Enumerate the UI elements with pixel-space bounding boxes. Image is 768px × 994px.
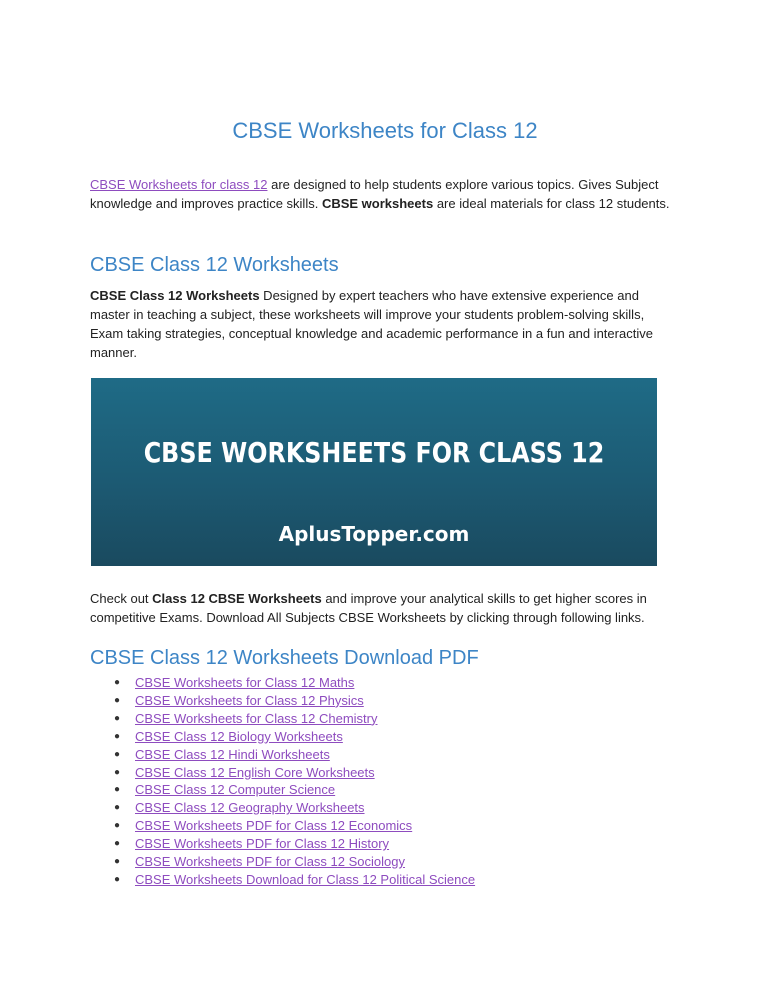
bullet-icon: ● — [114, 748, 121, 760]
bullet-icon: ● — [114, 730, 121, 742]
list-item — [90, 817, 475, 835]
list-item — [90, 764, 475, 782]
bullet-icon: ● — [114, 820, 121, 832]
subject-link[interactable]: CBSE Class 12 Biology Worksheets — [135, 728, 343, 744]
checkout-paragraph — [90, 589, 680, 627]
subject-link[interactable]: CBSE Worksheets PDF for Class 12 History — [135, 836, 390, 852]
banner-image — [91, 378, 657, 566]
section1-paragraph — [90, 286, 680, 362]
intro-bold: CBSE worksheets — [321, 196, 434, 211]
page-title: CBSE Worksheets for Class 12 — [232, 118, 538, 143]
subject-link[interactable]: CBSE Worksheets Download for Class 12 Political Science — [135, 871, 476, 887]
list-item — [90, 728, 475, 746]
bullet-icon: ● — [114, 802, 121, 814]
subject-link[interactable]: CBSE Worksheets PDF for Class 12 Economics — [135, 818, 413, 834]
list-item — [90, 674, 475, 692]
subject-link[interactable]: CBSE Class 12 English Core Worksheets — [135, 764, 375, 780]
subject-link[interactable]: CBSE Worksheets for Class 12 Chemistry — [135, 710, 378, 726]
subject-link[interactable]: CBSE Class 12 Hindi Worksheets — [135, 746, 330, 762]
banner-title: CBSE WORKSHEETS FOR CLASS 12 — [143, 436, 605, 469]
checkout-text-1: Check out — [90, 591, 153, 606]
list-item — [90, 781, 475, 799]
bullet-icon: ● — [114, 766, 121, 778]
bullet-icon: ● — [114, 873, 121, 885]
list-item — [90, 871, 475, 889]
section1-text: Designed by expert teachers who have extensive experience and master in teaching a subject, these worksheets will improve your students problem-solving skills, Exam taking strategies, conceptual knowledge and academic performance in a fun and interactive manner. — [90, 288, 653, 360]
subject-link[interactable]: CBSE Class 12 Computer Science — [135, 782, 336, 798]
checkout-text-2: and improve your analytical skills to get higher scores in competitive Exams. Download All Subjects CBSE Worksheets by clicking through following links. — [90, 591, 647, 625]
checkout-bold: Class 12 CBSE Worksheets — [152, 591, 322, 606]
bullet-icon: ● — [114, 838, 121, 850]
bullet-icon: ● — [114, 677, 121, 688]
bullet-icon: ● — [114, 856, 121, 868]
intro-text-2: are ideal materials for class 12 students. — [433, 196, 670, 211]
bullet-icon: ● — [114, 712, 121, 724]
list-item — [90, 853, 475, 871]
intro-paragraph — [90, 175, 680, 213]
bullet-icon: ● — [114, 694, 121, 706]
intro-text-1: are designed to help students explore various topics. Gives Subject knowledge and improves practice skills. — [90, 177, 659, 211]
subject-link[interactable]: CBSE Worksheets for Class 12 Maths — [135, 675, 355, 690]
bullet-icon: ● — [114, 784, 121, 796]
section1-bold: CBSE Class 12 Worksheets — [90, 288, 260, 303]
section-heading-worksheets: CBSE Class 12 Worksheets — [90, 254, 339, 276]
intro-link[interactable]: CBSE Worksheets for class 12 — [90, 177, 268, 192]
subject-link[interactable]: CBSE Class 12 Geography Worksheets — [135, 800, 365, 816]
subject-links-list — [90, 674, 475, 889]
section-heading-download: CBSE Class 12 Worksheets Download PDF — [90, 647, 479, 669]
list-item — [90, 835, 475, 853]
list-item — [90, 692, 475, 710]
list-item — [90, 799, 475, 817]
subject-link[interactable]: CBSE Worksheets PDF for Class 12 Sociology — [135, 854, 405, 870]
banner-site: AplusTopper.com — [278, 522, 470, 546]
subject-link[interactable]: CBSE Worksheets for Class 12 Physics — [135, 692, 364, 708]
list-item — [90, 710, 475, 728]
list-item — [90, 746, 475, 764]
